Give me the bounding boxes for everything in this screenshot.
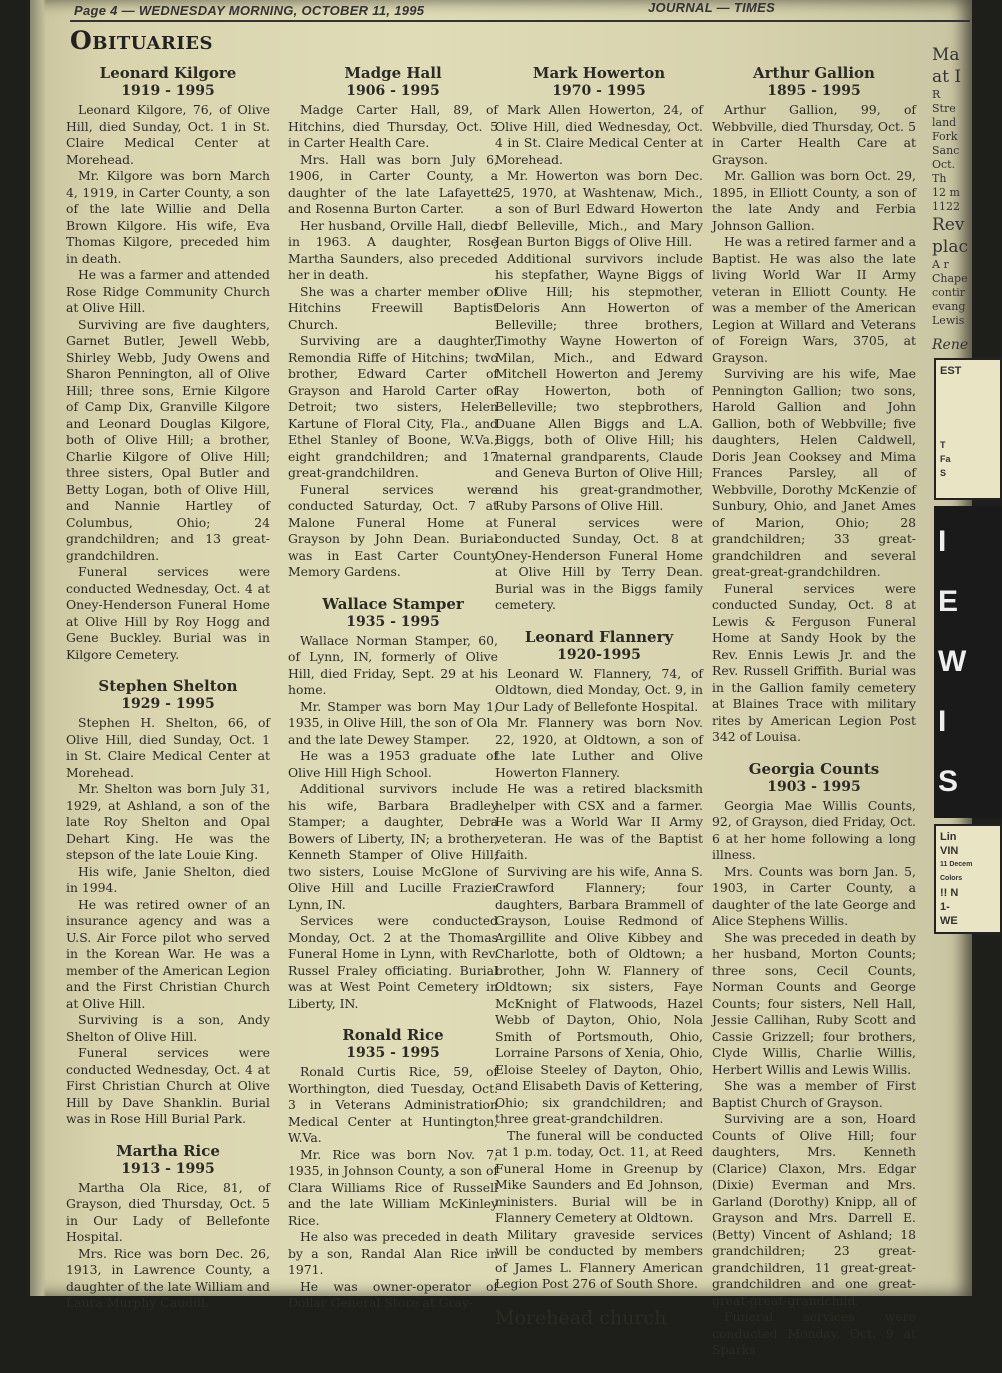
obituary-paragraph: Leonard Kilgore, 76, of Olive Hill, died Sunday, Oct. 1 in St. Claire Medical Center at Morehead. xyxy=(66,102,270,167)
obituary-paragraph: Mrs. Hall was born July 6, 1906, in Carter County, a daughter of the late Lafayette and Rosenna Burton Carter. xyxy=(288,151,498,216)
fragment-text: Stre xyxy=(932,102,956,115)
obituary-years: 1906 - 1995 xyxy=(346,83,440,99)
obituary-paragraph: He was retired owner of an insurance agency and was a U.S. Air Force pilot who served in the Korean War. He was a member of the American Legion and the First Christian Church at Olive Hill. xyxy=(66,896,270,1011)
obituary-paragraph: Funeral services were conducted Saturday, Oct. 7 at Malone Funeral Home at Grayson by John Dean. Burial was in East Carter County Memory Gardens. xyxy=(288,481,498,579)
obituary-paragraph: Mark Allen Howerton, 24, of Olive Hill, died Wednesday, Oct. 4 in St. Claire Medical Center at Morehead. xyxy=(495,102,703,167)
page-dateline: Page 4 — WEDNESDAY MORNING, OCTOBER 11, 1995 xyxy=(74,3,425,18)
fragment-text: A r xyxy=(932,258,949,271)
fragment-text: Fork xyxy=(932,130,958,143)
paper-name: JOURNAL — TIMES xyxy=(648,0,776,15)
obituary-paragraph: Madge Carter Hall, 89, of Hitchins, died Thursday, Oct. 5 in Carter Health Care. xyxy=(288,102,498,150)
obituary-paragraph: Surviving are a son, Hoard Counts of Olive Hill; four daughters, Mrs. Kenneth (Clarice) Claxon, Mrs. Edgar (Dixie) Everman and Mrs. Garland (Dorothy) Knipp, all of Grayson and Mrs. Darrell E. (Betty) Vincent of Ashland; 18 grandchildren; 23 great-grandchildren, 11 great-great-grandchildren and one great-great-great-grandchild. xyxy=(712,1111,916,1308)
ad-letter: E xyxy=(938,585,959,618)
ad-text: T xyxy=(940,440,946,450)
obituary-paragraph: Stephen H. Shelton, 66, of Olive Hill, died Sunday, Oct. 1 in St. Claire Medical Center at Morehead. xyxy=(66,715,270,780)
obituary xyxy=(712,760,916,1359)
page-header xyxy=(70,2,970,22)
fragment-text: 1122 xyxy=(932,200,960,213)
obituary-paragraph: Funeral services were conducted Sunday, Oct. 8 at Oney-Henderson Funeral Home at Olive Hill by Terry Dean. Burial was in the Biggs family cemetery. xyxy=(495,514,703,612)
obituary-paragraph: Mrs. Rice was born Dec. 26, 1913, in Lawrence County, a daughter of the late William and Laura Murphy Caudill. xyxy=(66,1245,270,1310)
fragment-text: Oct. xyxy=(932,158,956,171)
obituary-name: Martha Rice xyxy=(116,1141,220,1160)
fragment-text: Sanc xyxy=(932,144,960,157)
obituary xyxy=(495,628,703,1293)
obituary-paragraph: Mr. Flannery was born Nov. 22, 1920, at Oldtown, a son of the late Luther and Olive Howerton Flannery. xyxy=(495,715,703,780)
obituary-years: 1919 - 1995 xyxy=(121,83,215,99)
obituary-paragraph: He was a farmer and attended Rose Ridge Community Church at Olive Hill. xyxy=(66,267,270,315)
obituary-paragraph: Mr. Howerton was born Dec. 25, 1970, at Washtenaw, Mich., a son of Burl Edward Howerton of Belleville, Mich., and Mary Jean Burton Biggs of Olive Hill. xyxy=(495,168,703,249)
obituary-paragraph: Martha Ola Rice, 81, of Grayson, died Thursday, Oct. 5 in Our Lady of Bellefonte Hospital. xyxy=(66,1179,270,1244)
obituary-paragraph: Arthur Gallion, 99, of Webbville, died Thursday, Oct. 5 in Carter Health Care at Grayson. xyxy=(712,102,916,167)
advertisement-box xyxy=(934,824,1002,934)
obituary-paragraph: Services were conducted Monday, Oct. 2 at the Thomas Funeral Home in Lynn, with Rev. Russel Fraley officiating. Burial was at West Point Cemetery in Liberty, IN. xyxy=(288,913,498,1011)
obituary-paragraph: Mr. Shelton was born July 31, 1929, at Ashland, a son of the late Roy Shelton and Opal Dehart King. He was the stepson of the late Louie King. xyxy=(66,781,270,862)
section-title: Obituaries xyxy=(70,26,214,55)
obituary-name: Madge Hall xyxy=(344,64,442,82)
obituary-paragraph: Surviving are his wife, Mae Pennington Gallion; two sons, Harold Gallion and John Gallion, both of Webbville; five daughters, Helen Caldwell, Doris Jean Cooksey and Mima Frances Parsley, all of Webbville, Dorothy McKenzie of Sunbury, Ohio, and Janet Ames of Marion, Ohio; 28 grandchildren; 33 great-grandchildren and several great-great-grandchildren. xyxy=(712,366,916,579)
obituary xyxy=(288,64,498,581)
obituary-name: Leonard Kilgore xyxy=(99,64,237,82)
fragment-text: R xyxy=(932,88,941,101)
next-story-headline: Morehead church xyxy=(495,1306,667,1329)
ad-text: !! N xyxy=(940,887,959,899)
obituary-paragraph: Additional survivors include his stepfather, Wayne Biggs of Olive Hill; his stepmother, Deloris Ann Howerton of Belleville; three brothers, Timothy Wayne Howerton of Milan, Mich., and Edward Mitchell Howerton and Jeremy Ray Howerton, both of Belleville; two stepbrothers, Duane Allen Biggs and L.A. Biggs, both of Olive Hill; his maternal grandparents, Claude and Geneva Burton of Olive Hill; and his great-grandmother, Ruby Parsons of Olive Hill. xyxy=(495,250,703,513)
obituary-name: Stephen Shelton xyxy=(98,677,238,695)
advertisement-dark xyxy=(934,506,1002,818)
obituary-name: Wallace Stamper xyxy=(322,594,464,613)
obituary xyxy=(288,595,498,1013)
fragment-headline: Rev xyxy=(932,215,965,235)
obituary-years: 1935 - 1995 xyxy=(346,613,440,630)
obituary-name: Leonard Flannery xyxy=(524,627,674,646)
obituary-paragraph: Military graveside services will be conducted by members of James L. Flannery American Legion Post 276 of South Shore. xyxy=(495,1226,703,1291)
adjacent-column-fragment xyxy=(932,44,1002,1296)
obituary-paragraph: Mrs. Counts was born Jan. 5, 1903, in Carter County, a daughter of the late George and Alice Stephens Willis. xyxy=(712,863,916,928)
column-3 xyxy=(495,62,703,1329)
obituary-years: 1895 - 1995 xyxy=(767,83,861,99)
fragment-text: contir xyxy=(932,286,966,299)
obituary-paragraph: Mr. Stamper was born May 1, 1935, in Olive Hill, the son of Ola and the late Dewey Stamper. xyxy=(288,698,498,747)
obituary-paragraph: Surviving are a daughter, Remondia Riffe of Hitchins; two brother, Edward Carter of Grayson and Harold Carter of Detroit; two sisters, Helen Kartune of Floral City, Fla., and Ethel Stanley of Boone, W.Va.; eight grandchildren; and 17 great-grandchildren. xyxy=(288,333,498,480)
ad-letter: I xyxy=(938,525,947,558)
fragment-headline: Ma xyxy=(932,45,960,65)
obituary-paragraph: He was a 1953 graduate of Olive Hill High School. xyxy=(288,748,498,780)
ad-text: 11 Decem Colors xyxy=(940,861,973,882)
obituary-years: 1920-1995 xyxy=(557,646,641,663)
obituary-paragraph: Funeral services were conducted Monday, Oct. 9 at Sparks xyxy=(712,1309,916,1357)
fragment-text: Chape xyxy=(932,272,968,285)
ad-letter: S xyxy=(938,765,959,798)
obituary-paragraph: Mr. Gallion was born Oct. 29, 1895, in Elliott County, a son of the late Andy and Ferbia Johnson Gallion. xyxy=(712,168,916,233)
ad-letter: W xyxy=(938,645,967,678)
obituary-years: 1929 - 1995 xyxy=(121,696,215,712)
ad-text: S xyxy=(940,468,947,478)
page-fold-shadow xyxy=(30,0,46,1296)
obituary-name: Mark Howerton xyxy=(532,64,666,82)
fragment-headline: plac xyxy=(932,237,968,257)
fragment-signature: Rene xyxy=(932,337,969,353)
obituary xyxy=(495,64,703,614)
column-2 xyxy=(288,62,498,1326)
obituary-paragraph: Mr. Kilgore was born March 4, 1919, in Carter County, a son of the late Willie and Della Brown Kilgore. His wife, Eva Thomas Kilgore, preceded him in death. xyxy=(66,168,270,266)
obituary-paragraph: Her husband, Orville Hall, died in 1963. A daughter, Rose Martha Saunders, also preceded her in death. xyxy=(288,217,498,282)
ad-text: EST xyxy=(940,365,962,377)
obituary-paragraph: Funeral services were conducted Wednesday, Oct. 4 at Oney-Henderson Funeral Home at Olive Hill by Roy Hogg and Gene Buckley. Burial was in Kilgore Cemetery. xyxy=(66,564,270,662)
obituary-paragraph: Surviving are his wife, Anna S. Crawford Flannery; four daughters, Barbara Brammell of Grayson, Louise Redmond of Argillite and Olive Kibbey and Charlotte, both of Oldtown; a brother, John W. Flannery of Oldtown; six sisters, Faye McKnight of Flatwoods, Hazel Webb of Dayton, Ohio, Nola Smith of Portsmouth, Ohio, Lorraine Parsons of Xenia, Ohio, Eloise Steeley of Dayton, Ohio, and Elisabeth Davis of Kettering, Ohio; six grandchildren; and three great-grandchildren. xyxy=(495,863,703,1126)
newspaper-page xyxy=(30,0,973,1357)
obituary-years: 1903 - 1995 xyxy=(767,778,861,795)
column-1 xyxy=(66,62,270,1326)
obituary xyxy=(66,677,270,1128)
ad-text: Fa xyxy=(940,454,951,464)
obituary-years: 1935 - 1995 xyxy=(346,1045,440,1061)
fragment-text: Lewis xyxy=(932,314,965,327)
obituary-paragraph: Surviving is a son, Andy Shelton of Olive Hill. xyxy=(66,1012,270,1044)
obituary-paragraph: Wallace Norman Stamper, 60, of Lynn, IN, formerly of Olive Hill, died Friday, Sept. 29 at his home. xyxy=(288,632,498,697)
obituary-paragraph: Ronald Curtis Rice, 59, of Worthington, died Tuesday, Oct. 3 in Veterans Administration Medical Center at Huntington, W.Va. xyxy=(288,1064,498,1145)
obituary-paragraph: She was a charter member of Hitchins Freewill Baptist Church. xyxy=(288,283,498,332)
obituary-years: 1970 - 1995 xyxy=(552,83,646,99)
obituary xyxy=(66,1142,270,1312)
obituary-paragraph: The funeral will be conducted at 1 p.m. today, Oct. 11, at Reed Funeral Home in Greenup by Mike Saunders and Ed Johnson, ministers. Burial will be in Flannery Cemetery at Oldtown. xyxy=(495,1127,703,1225)
obituary-name: Ronald Rice xyxy=(342,1026,444,1044)
fragment-text: Th xyxy=(932,172,947,185)
advertisement-box xyxy=(934,358,1002,500)
obituary-paragraph: He was owner-operator of Dollar General Store at Gray- xyxy=(288,1278,498,1310)
obituary-paragraph: Mr. Rice was born Nov. 7, 1935, in Johnson County, a son of Clara Williams Rice of Russell and the late William McKinley Rice. xyxy=(288,1146,498,1228)
obituary-name: Georgia Counts xyxy=(748,759,880,778)
fragment-text: land xyxy=(932,116,957,129)
ad-letter: I xyxy=(938,705,947,738)
obituary-paragraph: Funeral services were conducted Wednesday, Oct. 4 at First Christian Church at Olive Hill by Dave Shanklin. Burial was in Rose Hill Burial Park. xyxy=(66,1045,270,1126)
obituary-paragraph: She was a member of First Baptist Church of Grayson. xyxy=(712,1078,916,1110)
obituary-years: 1913 - 1995 xyxy=(121,1160,215,1177)
obituary-paragraph: Georgia Mae Willis Counts, 92, of Grayson, died Friday, Oct. 6 at her home following a long illness. xyxy=(712,797,916,862)
column-4 xyxy=(712,62,916,1373)
obituary-paragraph: Funeral services were conducted Sunday, Oct. 8 at Lewis & Ferguson Funeral Home at Sandy Hook by the Rev. Ennis Lewis Jr. and the Rev. Russell Griffith. Burial was in the Gallion family cemetery at Blaines Trace with military rites by American Legion Post 342 of Louisa. xyxy=(712,580,916,744)
obituary-paragraph: He was a retired blacksmith helper with CSX and a farmer. He was a World War II Army veteran. He was of the Baptist faith. xyxy=(495,781,703,862)
fragment-headline: at I xyxy=(932,67,962,87)
obituary-paragraph: Additional survivors include his wife, Barbara Bradley Stamper; a daughter, Debra Bowers of Liberty, IN; a brother, Kenneth Stamper of Olive Hill; two sisters, Louise McGlone of Olive Hill and Lucille Frazier Lynn, IN. xyxy=(288,781,498,912)
obituary xyxy=(712,64,916,746)
obituary-paragraph: Leonard W. Flannery, 74, of Oldtown, died Monday, Oct. 9, in Our Lady of Bellefonte Hospital. xyxy=(495,665,703,714)
obituary xyxy=(288,1026,498,1312)
obituary-paragraph: She was preceded in death by her husband, Morton Counts; three sons, Cecil Counts, Norman Counts and George Counts; four sisters, Nell Hall, Jessie Callihan, Ruby Scott and Cassie Grizzell; four brothers, Clyde Willis, Charlie Willis, Herbert Willis and Lewis Willis. xyxy=(712,929,916,1077)
ad-text: 1- xyxy=(940,901,950,913)
ad-text: WE xyxy=(940,915,958,927)
ad-text: VIN xyxy=(940,845,959,857)
obituary-paragraph: His wife, Janie Shelton, died in 1994. xyxy=(66,863,270,895)
fragment-text: 12 m xyxy=(932,186,960,199)
fragment-text: evang xyxy=(932,300,966,313)
obituary-paragraph: He was a retired farmer and a Baptist. He was also the late living World War II Army veteran in Elliott County. He was a member of the American Legion at Willard and Veterans of Foreign Wars, 3705, at Grayson. xyxy=(712,234,916,365)
obituary-paragraph: Surviving are five daughters, Garnet Butler, Jewell Webb, Shirley Webb, Judy Owens and Sharon Pennington, all of Olive Hill; three sons, Ernie Kilgore of Camp Dix, Granville Kilgore and Leonard Douglas Kilgore, both of Olive Hill; a brother, Charlie Kilgore of Olive Hill; three sisters, Opal Butler and Betty Logan, both of Olive Hill, and Nannie Hartley of Columbus, Ohio; 24 grandchildren; and 13 great-grandchildren. xyxy=(66,316,270,563)
obituary-paragraph: He also was preceded in death by a son, Randal Alan Rice in 1971. xyxy=(288,1229,498,1277)
obituary-name: Arthur Gallion xyxy=(753,64,875,82)
ad-text: Lin xyxy=(940,831,957,843)
obituary xyxy=(66,64,270,663)
